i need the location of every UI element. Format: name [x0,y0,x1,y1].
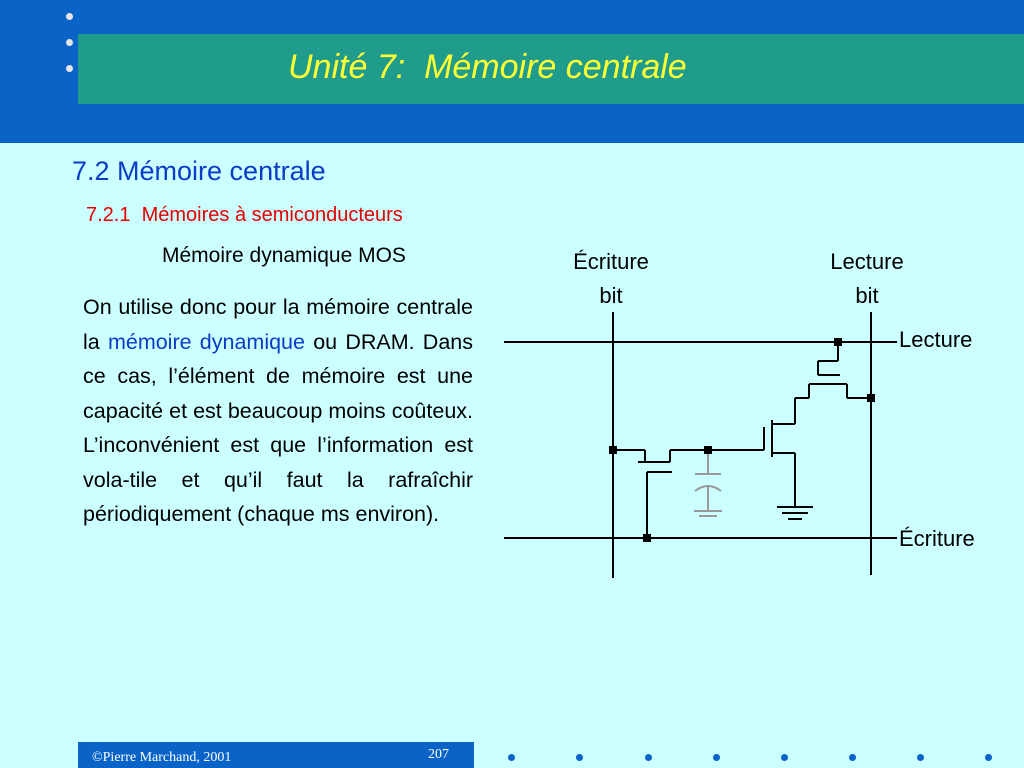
body-text-part2: ou DRAM. Dans ce cas, l’élément de mémoire est une capacité et est beaucoup moins coûteux. L’inconvénient est que l’information est vola-tile et qu’il faut la rafraîchir périodiquement (chaque ms environ). [83,329,473,526]
footer-dot [849,754,856,761]
footer-dot [985,754,992,761]
subsection-heading: 7.2.1 Mémoires à semiconducteurs [86,204,403,226]
footer-bar [78,742,474,768]
read-bit-label: Lecture [830,249,904,274]
junction-dot [704,446,712,454]
junction-dot [643,534,651,542]
footer-dot [508,754,515,761]
junction-dot [834,338,842,346]
section-heading: 7.2 Mémoire centrale [72,156,326,186]
footer-dot [917,754,924,761]
footer-dot [645,754,652,761]
body-text-part1: On utilise donc pour la mémoire centrale la [83,295,473,354]
highlight-term: mémoire dynamique [107,329,305,354]
read-bit-label-2: bit [855,283,879,308]
junction-dot [609,446,617,454]
subsubsection-heading: Mémoire dynamique MOS [162,244,406,267]
write-line-label: Écriture [899,526,975,551]
junction-dot [867,394,875,402]
footer-dot [576,754,583,761]
read-line-label: Lecture [899,327,973,352]
write-bit-label-2: bit [599,283,623,308]
slide-title: Unité 7: Mémoire centrale [288,48,687,86]
write-bit-label: Écriture [573,249,649,274]
footer-dot [781,754,788,761]
page-number: 207 [428,747,449,762]
footer-dot [713,754,720,761]
copyright-text: ©Pierre Marchand, 2001 [92,750,232,765]
